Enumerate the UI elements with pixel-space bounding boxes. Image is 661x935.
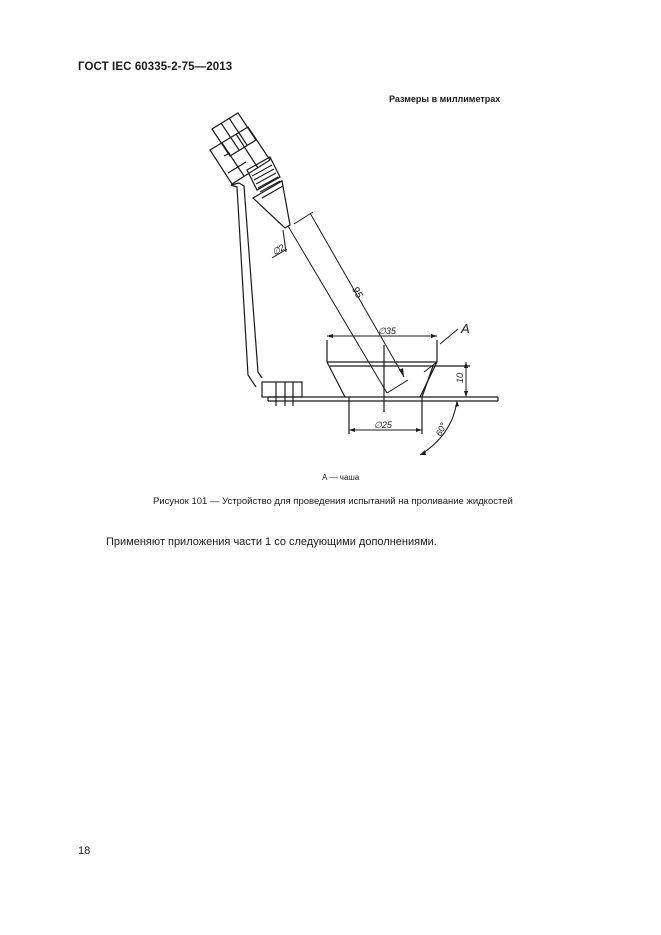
bowl-top-diameter-label: ∅35	[378, 326, 396, 336]
support-rod	[231, 183, 262, 387]
page-number: 18	[78, 845, 91, 857]
bowl-height-label: 10	[455, 372, 465, 383]
dimension-lines	[327, 329, 466, 455]
part-a-label: A	[461, 321, 470, 336]
bowl-base-diameter-label: ∅25	[374, 420, 392, 430]
base-plate	[262, 382, 498, 406]
dimensions-note: Размеры в миллиметрах	[389, 94, 501, 104]
figure-caption: Рисунок 101 — Устройство для проведения испытаний на проливание жидкостей	[153, 496, 513, 507]
figure-legend: А — чаша	[322, 473, 360, 482]
bowl	[327, 340, 470, 434]
arrowheads	[327, 334, 468, 455]
nozzle-holder	[210, 113, 280, 190]
document-number-header: ГОСТ IEC 60335-2-75—2013	[78, 61, 233, 73]
body-paragraph: Применяют приложения части 1 со следующими дополнениями.	[106, 536, 437, 548]
angle-label: 60°	[433, 421, 449, 438]
nozzle-diameter-label: ∅2	[270, 242, 287, 258]
length-label: 95	[349, 285, 365, 301]
